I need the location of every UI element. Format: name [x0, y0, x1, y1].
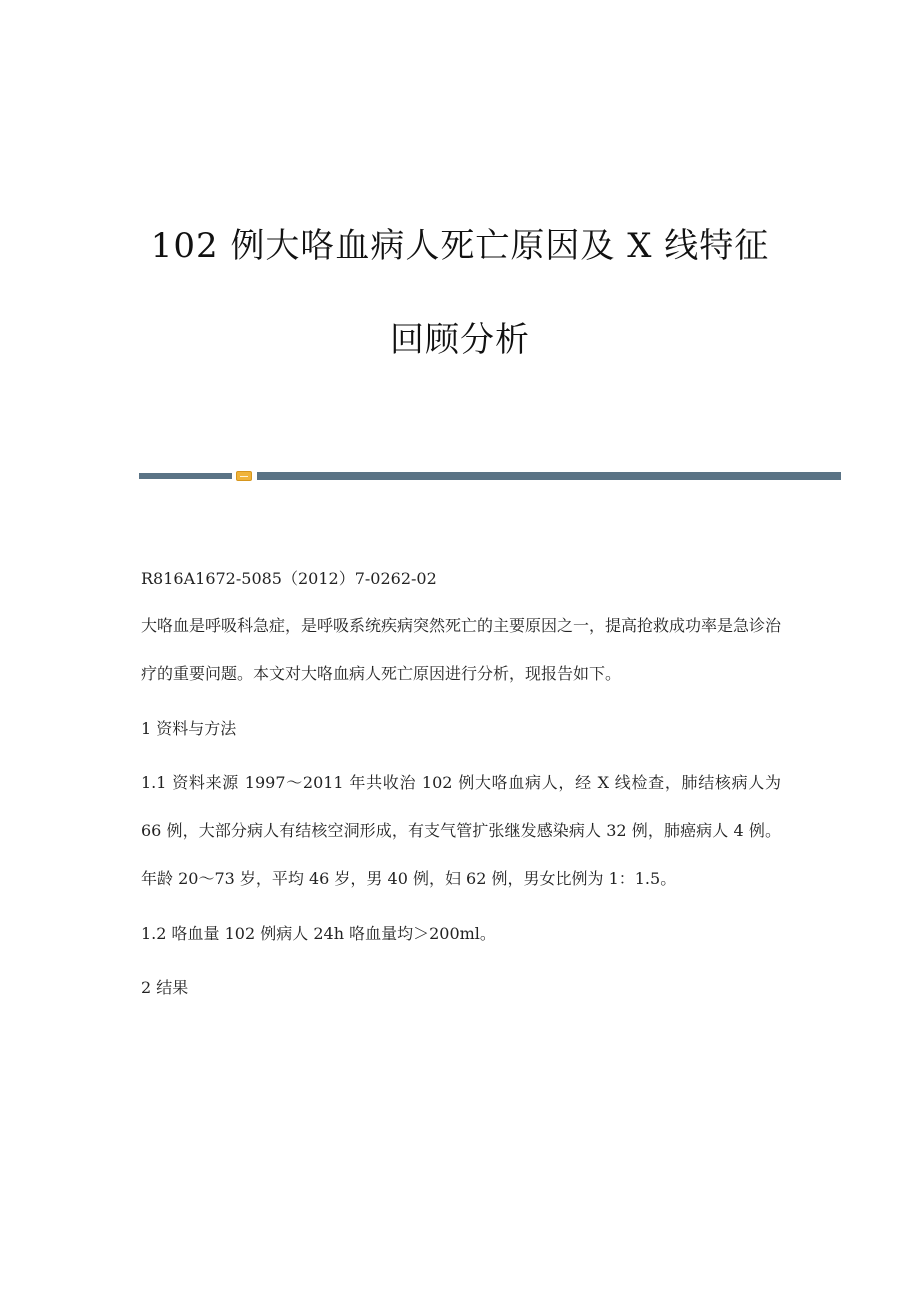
document-body	[141, 566, 781, 1029]
section-1-heading: 1 资料与方法	[141, 719, 237, 738]
document-title-line-1: 102 例大咯血病人死亡原因及 X 线特征	[150, 226, 770, 266]
title-divider	[139, 471, 841, 481]
classification-code: R816A1672-5085（2012）7-0262-02	[141, 569, 437, 588]
divider-badge-icon	[236, 471, 252, 481]
section-1-1-paragraph: 1.1 资料来源 1997～2011 年共收治 102 例大咯血病人，经 X 线检查，肺结核病人为 66 例，大部分病人有结核空洞形成，有支气管扩张继发感染病人 32 例，肺癌病人 4 例。年龄 20～73 岁，平均 46 岁，男 40 例，妇 62 例，男女比例为 1：1.5。	[141, 773, 781, 888]
section-1-2-paragraph: 1.2 咯血量 102 例病人 24h 咯血量均＞200ml。	[141, 924, 496, 943]
divider-bar-right	[257, 472, 841, 480]
section-2-heading: 2 结果	[141, 978, 189, 997]
document-title-line-2: 回顾分析	[390, 320, 530, 360]
divider-bar-left	[139, 473, 232, 479]
intro-paragraph: 大咯血是呼吸科急症，是呼吸系统疾病突然死亡的主要原因之一，提高抢救成功率是急诊治疗的重要问题。本文对大咯血病人死亡原因进行分析，现报告如下。	[141, 616, 782, 683]
